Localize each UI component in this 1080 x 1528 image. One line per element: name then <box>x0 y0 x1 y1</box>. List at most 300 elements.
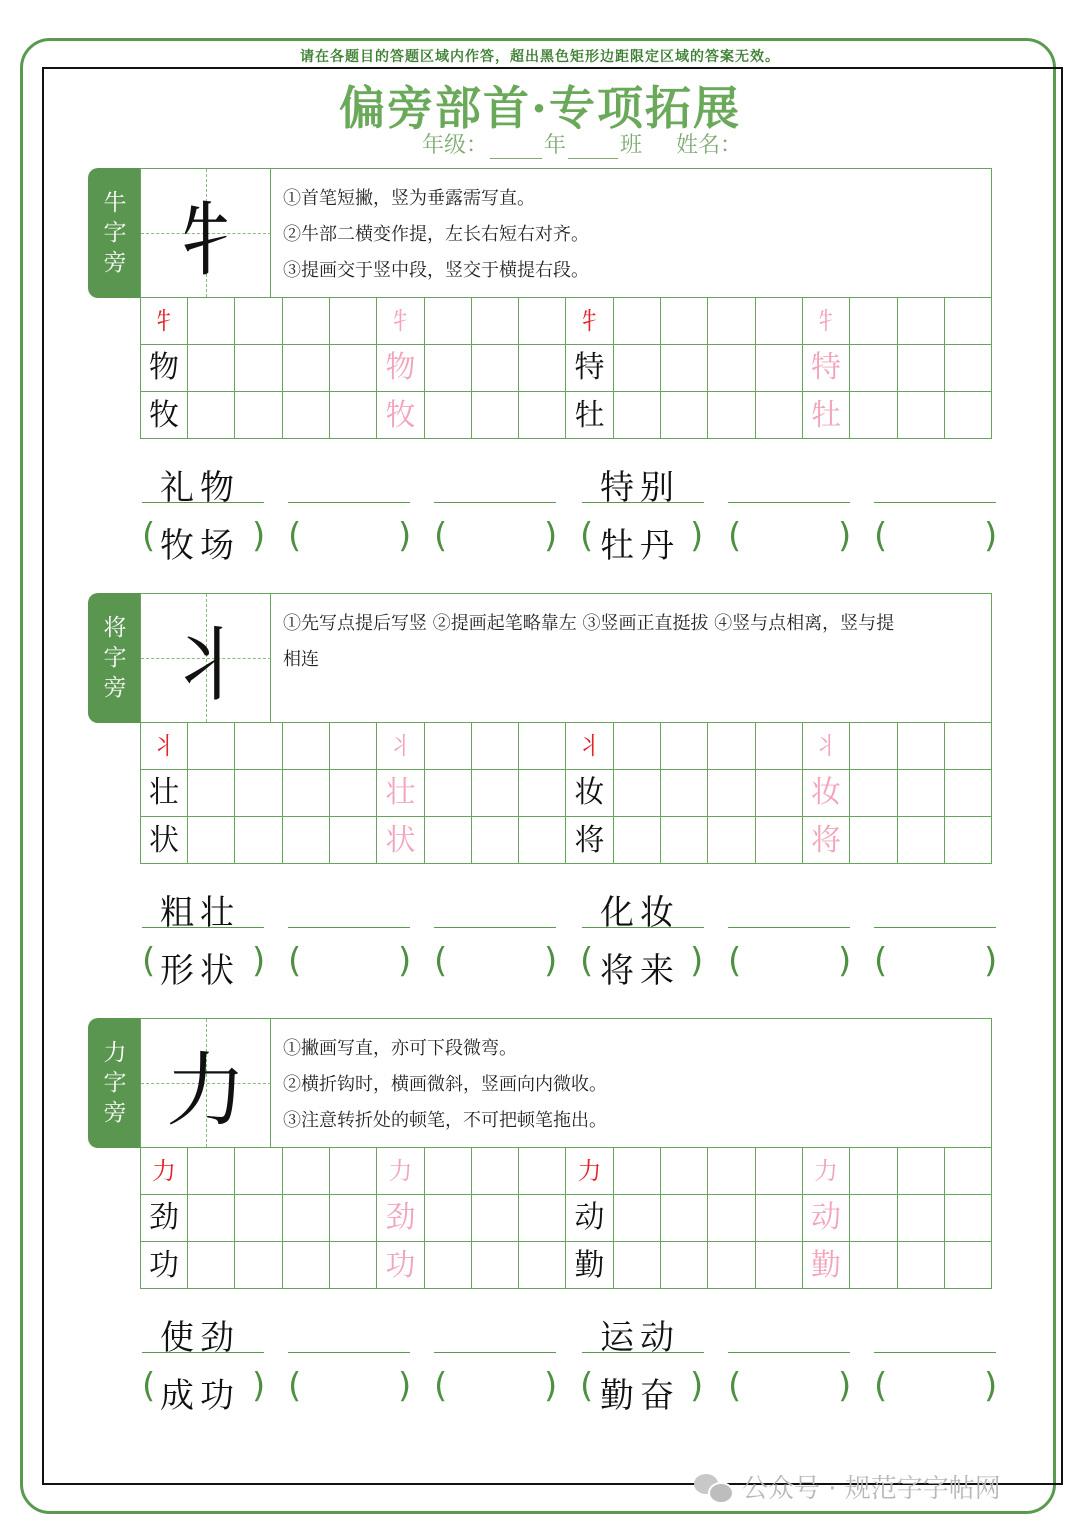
tag-char: 将 <box>103 615 127 641</box>
radical-header <box>140 168 992 298</box>
paren-open: ( <box>728 1366 742 1406</box>
practice-cell[interactable] <box>566 817 614 864</box>
paren-close: ) <box>984 516 998 556</box>
practice-cell[interactable] <box>141 817 188 864</box>
practice-cell[interactable] <box>850 1148 898 1195</box>
paren-open: ( <box>874 516 888 556</box>
watermark <box>694 1468 1001 1505</box>
practice-cell[interactable] <box>472 817 519 864</box>
practice-cell[interactable] <box>708 392 756 439</box>
practice-cell[interactable] <box>425 817 472 864</box>
tip-line: ②横折钩时，横画微斜，竖画向内微收。 <box>283 1074 607 1095</box>
practice-cell[interactable] <box>803 345 850 392</box>
practice-cell[interactable] <box>235 298 283 345</box>
practice-cell[interactable] <box>661 1195 708 1242</box>
trace-character: 力 <box>388 1157 413 1185</box>
practice-cell[interactable] <box>708 1195 756 1242</box>
practice-cell[interactable] <box>850 1195 898 1242</box>
radical-name-tag <box>88 1018 142 1148</box>
trace-character: 力 <box>814 1157 838 1185</box>
trace-character: 特 <box>811 350 841 385</box>
practice-grid <box>140 1148 992 1289</box>
example-word: 化妆 <box>600 893 680 933</box>
paren-open: ( <box>580 516 594 556</box>
practice-cell[interactable] <box>283 1195 330 1242</box>
word-writing-line[interactable] <box>288 927 410 928</box>
practice-cell[interactable] <box>566 1242 614 1289</box>
practice-cell[interactable] <box>377 1148 425 1195</box>
example-word: 使劲 <box>160 1318 240 1358</box>
practice-cell[interactable] <box>235 392 283 439</box>
bracket-word: 牡丹 <box>600 526 680 566</box>
model-character: 劲 <box>149 1200 179 1235</box>
practice-cell[interactable] <box>330 1242 377 1289</box>
word-practice <box>0 1308 1080 1428</box>
practice-cell[interactable] <box>708 817 756 864</box>
practice-cell[interactable] <box>945 1242 991 1289</box>
practice-cell[interactable] <box>472 723 519 770</box>
practice-cell[interactable] <box>661 392 708 439</box>
name-label: 姓名： <box>676 133 743 158</box>
word-writing-line[interactable] <box>874 502 996 503</box>
practice-cell[interactable] <box>141 1195 188 1242</box>
paren-close: ) <box>398 516 412 556</box>
practice-cell[interactable] <box>377 770 425 817</box>
practice-cell[interactable] <box>708 1242 756 1289</box>
wechat-icon <box>694 1472 732 1502</box>
trace-character: 牜 <box>814 307 838 335</box>
practice-cell[interactable] <box>803 1242 850 1289</box>
radical-header <box>140 1018 992 1148</box>
practice-cell[interactable] <box>898 1148 945 1195</box>
word-writing-line[interactable] <box>288 502 410 503</box>
practice-cell[interactable] <box>756 1148 803 1195</box>
practice-cell[interactable] <box>188 817 235 864</box>
model-character: 牜 <box>152 307 176 335</box>
practice-cell[interactable] <box>188 770 235 817</box>
radical-section <box>0 593 1080 1013</box>
trace-character: 功 <box>385 1247 416 1283</box>
radical-header <box>140 593 992 723</box>
practice-cell[interactable] <box>330 392 377 439</box>
class-blank[interactable] <box>568 138 618 159</box>
paren-open: ( <box>874 1366 888 1406</box>
trace-character: 丬 <box>814 732 838 760</box>
model-character: 妆 <box>574 775 605 810</box>
practice-cell[interactable] <box>425 723 472 770</box>
paren-open: ( <box>580 1366 594 1406</box>
watermark-text: 公众号 · 规范字字帖网 <box>742 1474 1001 1504</box>
practice-cell[interactable] <box>756 770 803 817</box>
practice-cell[interactable] <box>472 770 519 817</box>
practice-cell[interactable] <box>425 1195 472 1242</box>
practice-row <box>141 1148 993 1195</box>
practice-cell[interactable] <box>519 1148 566 1195</box>
practice-cell[interactable] <box>141 1242 188 1289</box>
practice-cell[interactable] <box>377 723 425 770</box>
paren-close: ) <box>544 1366 558 1406</box>
model-character: 牧 <box>149 397 179 433</box>
paren-close: ) <box>984 941 998 981</box>
practice-cell[interactable] <box>898 723 945 770</box>
model-character: 状 <box>149 822 179 858</box>
practice-cell[interactable] <box>708 770 756 817</box>
practice-cell[interactable] <box>898 392 945 439</box>
practice-cell[interactable] <box>472 298 519 345</box>
practice-cell[interactable] <box>330 770 377 817</box>
practice-cell[interactable] <box>141 1148 188 1195</box>
practice-cell[interactable] <box>188 392 235 439</box>
paren-close: ) <box>838 516 852 556</box>
practice-cell[interactable] <box>661 1148 708 1195</box>
practice-cell[interactable] <box>803 298 850 345</box>
model-radical: 丬 <box>166 618 246 712</box>
paren-open: ( <box>288 516 302 556</box>
paren-open: ( <box>288 1366 302 1406</box>
practice-cell[interactable] <box>614 345 661 392</box>
practice-cell[interactable] <box>235 723 283 770</box>
practice-cell[interactable] <box>661 298 708 345</box>
practice-cell[interactable] <box>141 770 188 817</box>
grade-blank[interactable] <box>490 138 542 159</box>
practice-cell[interactable] <box>898 298 945 345</box>
paren-close: ) <box>544 941 558 981</box>
practice-cell[interactable] <box>377 817 425 864</box>
practice-cell[interactable] <box>566 770 614 817</box>
tip-line: ①先写点提后写竖 ②提画起笔略靠左 ③竖画正直挺拔 ④竖与点相离，竖与提 <box>283 613 895 634</box>
practice-cell[interactable] <box>330 723 377 770</box>
practice-cell[interactable] <box>850 345 898 392</box>
paren-open: ( <box>434 941 448 981</box>
model-character: 力 <box>152 1157 176 1185</box>
practice-cell[interactable] <box>661 1242 708 1289</box>
practice-cell[interactable] <box>898 1195 945 1242</box>
practice-cell[interactable] <box>566 1195 614 1242</box>
practice-cell[interactable] <box>898 817 945 864</box>
trace-character: 牡 <box>811 397 841 433</box>
tag-char: 字 <box>103 1070 127 1096</box>
practice-cell[interactable] <box>377 1195 425 1242</box>
practice-cell[interactable] <box>519 770 566 817</box>
paren-close: ) <box>252 941 266 981</box>
word-writing-line[interactable] <box>434 502 556 503</box>
practice-cell[interactable] <box>850 298 898 345</box>
practice-cell[interactable] <box>235 1195 283 1242</box>
year-label: 年 <box>544 133 567 158</box>
practice-cell[interactable] <box>708 723 756 770</box>
practice-cell[interactable] <box>141 392 188 439</box>
writing-tips <box>283 1031 983 1139</box>
model-character: 牜 <box>577 307 602 335</box>
practice-cell[interactable] <box>850 770 898 817</box>
practice-cell[interactable] <box>945 1195 991 1242</box>
practice-cell[interactable] <box>235 1242 283 1289</box>
tip-line: ①首笔短撇，竖为垂露需写直。 <box>283 188 535 209</box>
practice-cell[interactable] <box>614 392 661 439</box>
paren-close: ) <box>252 1366 266 1406</box>
model-character: 牡 <box>574 397 605 433</box>
practice-cell[interactable] <box>756 392 803 439</box>
trace-character: 牜 <box>388 307 413 335</box>
writing-tips <box>283 181 983 289</box>
practice-cell[interactable] <box>188 345 235 392</box>
trace-character: 勤 <box>811 1247 841 1283</box>
paren-open: ( <box>728 516 742 556</box>
model-radical: 力 <box>166 1043 246 1137</box>
practice-cell[interactable] <box>614 298 661 345</box>
model-character: 壮 <box>149 775 179 810</box>
model-character-cell <box>141 169 271 297</box>
practice-cell[interactable] <box>330 817 377 864</box>
paren-open: ( <box>580 941 594 981</box>
practice-cell[interactable] <box>188 1148 235 1195</box>
practice-cell[interactable] <box>614 1148 661 1195</box>
model-character: 丬 <box>152 732 176 760</box>
practice-cell[interactable] <box>566 298 614 345</box>
trace-character: 妆 <box>811 775 841 810</box>
practice-cell[interactable] <box>235 1148 283 1195</box>
radical-name-tag <box>88 168 142 298</box>
practice-cell[interactable] <box>377 392 425 439</box>
practice-cell[interactable] <box>566 392 614 439</box>
word-writing-line[interactable] <box>434 1352 556 1353</box>
practice-cell[interactable] <box>330 1195 377 1242</box>
practice-cell[interactable] <box>283 345 330 392</box>
practice-cell[interactable] <box>566 723 614 770</box>
model-character: 勤 <box>574 1247 605 1283</box>
word-writing-line[interactable] <box>288 1352 410 1353</box>
paren-open: ( <box>142 1366 156 1406</box>
tip-line: ③提画交于竖中段，竖交于横提右段。 <box>283 260 589 281</box>
practice-cell[interactable] <box>425 345 472 392</box>
practice-cell[interactable] <box>756 723 803 770</box>
bracket-word: 形状 <box>160 951 240 991</box>
trace-character: 牧 <box>385 397 416 433</box>
student-info-line <box>422 128 742 159</box>
bracket-word: 勤奋 <box>600 1376 680 1416</box>
practice-cell[interactable] <box>425 298 472 345</box>
practice-cell[interactable] <box>283 770 330 817</box>
practice-cell[interactable] <box>614 1242 661 1289</box>
example-word: 特别 <box>600 468 680 508</box>
tag-char: 力 <box>103 1040 127 1066</box>
paren-close: ) <box>838 1366 852 1406</box>
practice-cell[interactable] <box>377 345 425 392</box>
practice-cell[interactable] <box>803 817 850 864</box>
practice-cell[interactable] <box>330 345 377 392</box>
practice-cell[interactable] <box>519 817 566 864</box>
model-character: 功 <box>149 1247 179 1283</box>
practice-cell[interactable] <box>141 723 188 770</box>
paren-open: ( <box>142 941 156 981</box>
practice-row <box>141 1242 993 1289</box>
practice-cell[interactable] <box>898 345 945 392</box>
practice-cell[interactable] <box>898 770 945 817</box>
tip-line: ①撇画写直，亦可下段微弯。 <box>283 1038 517 1059</box>
practice-cell[interactable] <box>945 298 991 345</box>
practice-cell[interactable] <box>472 1148 519 1195</box>
model-character: 力 <box>577 1157 602 1185</box>
practice-cell[interactable] <box>283 298 330 345</box>
practice-cell[interactable] <box>519 392 566 439</box>
practice-cell[interactable] <box>850 1242 898 1289</box>
practice-cell[interactable] <box>945 345 991 392</box>
practice-cell[interactable] <box>330 1148 377 1195</box>
notice-text: 请在各题目的答题区域内作答，超出黑色矩形边距限定区域的答案无效。 <box>300 49 780 65</box>
tip-line: ②牛部二横变作提，左长右短右对齐。 <box>283 224 589 245</box>
word-writing-line[interactable] <box>728 927 850 928</box>
practice-cell[interactable] <box>756 298 803 345</box>
practice-cell[interactable] <box>425 392 472 439</box>
practice-cell[interactable] <box>945 392 991 439</box>
practice-cell[interactable] <box>708 298 756 345</box>
bracket-word: 将来 <box>600 951 680 991</box>
practice-cell[interactable] <box>661 723 708 770</box>
practice-cell[interactable] <box>803 1195 850 1242</box>
tag-char: 牛 <box>103 190 127 216</box>
practice-cell[interactable] <box>188 1195 235 1242</box>
trace-character: 物 <box>385 350 416 385</box>
practice-cell[interactable] <box>472 1242 519 1289</box>
model-character-cell <box>141 1019 271 1147</box>
practice-cell[interactable] <box>472 345 519 392</box>
practice-cell[interactable] <box>850 392 898 439</box>
page-title: 偏旁部首·专项拓展 <box>338 81 741 135</box>
model-character: 动 <box>574 1200 605 1235</box>
practice-cell[interactable] <box>188 1242 235 1289</box>
practice-row <box>141 1195 993 1242</box>
paren-close: ) <box>398 941 412 981</box>
model-character: 特 <box>574 350 605 385</box>
practice-cell[interactable] <box>425 1148 472 1195</box>
practice-cell[interactable] <box>377 298 425 345</box>
trace-character: 丬 <box>388 732 413 760</box>
word-writing-line[interactable] <box>434 927 556 928</box>
practice-cell[interactable] <box>614 1195 661 1242</box>
practice-cell[interactable] <box>945 723 991 770</box>
practice-cell[interactable] <box>614 723 661 770</box>
practice-cell[interactable] <box>519 723 566 770</box>
practice-cell[interactable] <box>850 817 898 864</box>
practice-cell[interactable] <box>803 723 850 770</box>
tag-char: 旁 <box>103 1100 127 1126</box>
practice-cell[interactable] <box>850 723 898 770</box>
paren-open: ( <box>142 516 156 556</box>
example-word: 礼物 <box>160 468 240 508</box>
practice-row <box>141 392 993 439</box>
tip-line: 相连 <box>283 649 319 670</box>
practice-cell[interactable] <box>283 392 330 439</box>
practice-cell[interactable] <box>425 1242 472 1289</box>
practice-cell[interactable] <box>188 298 235 345</box>
tag-char: 旁 <box>103 250 127 276</box>
practice-cell[interactable] <box>519 1242 566 1289</box>
word-writing-line[interactable] <box>874 927 996 928</box>
practice-cell[interactable] <box>803 392 850 439</box>
radical-section <box>0 168 1080 588</box>
practice-cell[interactable] <box>614 817 661 864</box>
practice-cell[interactable] <box>708 345 756 392</box>
practice-cell[interactable] <box>519 345 566 392</box>
practice-cell[interactable] <box>519 298 566 345</box>
practice-row <box>141 723 993 770</box>
practice-cell[interactable] <box>803 1148 850 1195</box>
trace-character: 动 <box>811 1200 841 1235</box>
word-writing-line[interactable] <box>728 1352 850 1353</box>
practice-cell[interactable] <box>283 1148 330 1195</box>
example-word: 运动 <box>600 1318 680 1358</box>
practice-cell[interactable] <box>945 817 991 864</box>
practice-cell[interactable] <box>756 345 803 392</box>
practice-cell[interactable] <box>945 770 991 817</box>
practice-cell[interactable] <box>708 1148 756 1195</box>
practice-cell[interactable] <box>756 817 803 864</box>
word-writing-line[interactable] <box>728 502 850 503</box>
paren-open: ( <box>434 516 448 556</box>
practice-cell[interactable] <box>614 770 661 817</box>
paren-close: ) <box>690 1366 704 1406</box>
practice-cell[interactable] <box>235 770 283 817</box>
paren-close: ) <box>984 1366 998 1406</box>
trace-character: 将 <box>811 822 841 858</box>
practice-cell[interactable] <box>661 345 708 392</box>
practice-cell[interactable] <box>472 392 519 439</box>
practice-cell[interactable] <box>377 1242 425 1289</box>
word-practice <box>0 883 1080 1003</box>
radical-name-tag <box>88 593 142 723</box>
practice-cell[interactable] <box>425 770 472 817</box>
paren-close: ) <box>544 516 558 556</box>
practice-grid <box>140 723 992 864</box>
bracket-word: 成功 <box>160 1376 240 1416</box>
radical-section <box>0 1018 1080 1438</box>
practice-cell[interactable] <box>188 723 235 770</box>
grade-label: 年级： <box>422 133 489 158</box>
paren-close: ) <box>690 941 704 981</box>
word-writing-line[interactable] <box>874 1352 996 1353</box>
practice-cell[interactable] <box>235 817 283 864</box>
model-character: 物 <box>149 350 179 385</box>
practice-cell[interactable] <box>566 1148 614 1195</box>
bracket-word: 牧场 <box>160 526 240 566</box>
model-character: 丬 <box>577 732 602 760</box>
practice-cell[interactable] <box>283 1242 330 1289</box>
practice-cell[interactable] <box>898 1242 945 1289</box>
practice-cell[interactable] <box>141 345 188 392</box>
practice-cell[interactable] <box>283 723 330 770</box>
practice-cell[interactable] <box>756 1242 803 1289</box>
paren-close: ) <box>838 941 852 981</box>
practice-cell[interactable] <box>661 817 708 864</box>
practice-cell[interactable] <box>945 1148 991 1195</box>
paren-open: ( <box>434 1366 448 1406</box>
practice-cell[interactable] <box>661 770 708 817</box>
practice-cell[interactable] <box>756 1195 803 1242</box>
paren-open: ( <box>874 941 888 981</box>
practice-cell[interactable] <box>519 1195 566 1242</box>
practice-cell[interactable] <box>283 817 330 864</box>
trace-character: 劲 <box>385 1200 416 1235</box>
writing-tips <box>283 606 983 678</box>
practice-cell[interactable] <box>566 345 614 392</box>
practice-cell[interactable] <box>330 298 377 345</box>
tag-char: 字 <box>103 220 127 246</box>
practice-cell[interactable] <box>472 1195 519 1242</box>
practice-cell[interactable] <box>803 770 850 817</box>
practice-cell[interactable] <box>141 298 188 345</box>
practice-cell[interactable] <box>235 345 283 392</box>
tag-char: 字 <box>103 645 127 671</box>
